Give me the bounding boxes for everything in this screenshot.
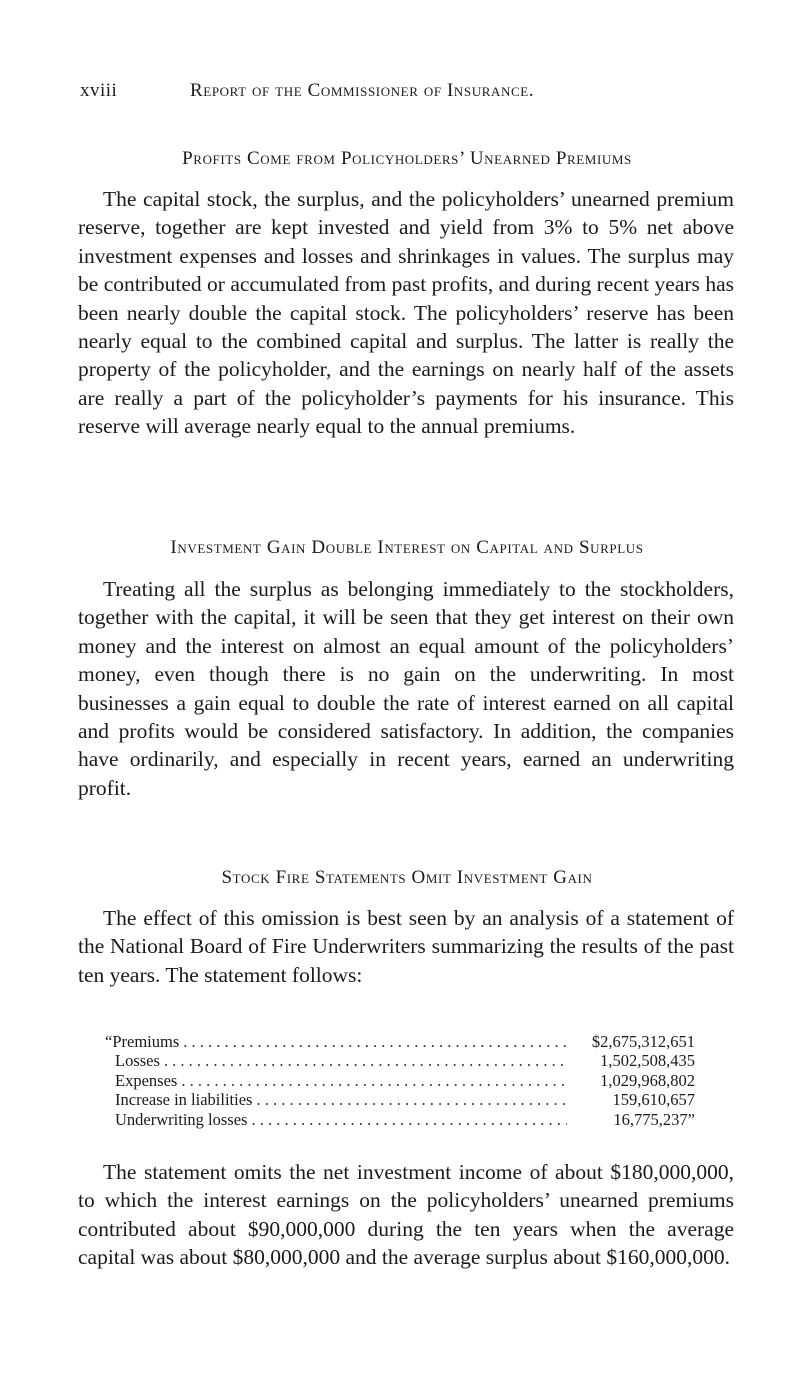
dot-leader — [181, 1071, 567, 1090]
paragraph-investment-gain-text: Treating all the surplus as belonging immediately to the stockholders, together with the capital, it will be seen that they get interest on their own money and the interest on almost an equal amount of the policyholders’ money, even though there is no gain on the underwriting. In most businesses a gain equal to double the rate of interest earned on all capital and profits would be considered satisfactory. In addition, the companies have ordinarily, and especially in recent years, earned an underwriting profit. — [78, 577, 734, 800]
dot-leader — [183, 1032, 567, 1051]
paragraph-closing — [78, 1158, 734, 1272]
paragraph-stock-fire — [78, 904, 734, 989]
dot-leader — [256, 1090, 567, 1109]
statement-label: Losses — [115, 1051, 160, 1071]
paragraph-profits-text: The capital stock, the surplus, and the policyholders’ unearned premium reserve, together are kept invested and yield from 3% to 5% net above investment expenses and losses and shrinkages in values. The surplus may be contributed or accumulated from past profits, and during recent years has been nearly double the capital stock. The policyholders’ reserve has been nearly equal to the combined capital and surplus. The latter is really the property of the policyholder, and the earnings on nearly half of the assets are really a part of the policyholder’s payments for his insurance. This reserve will average nearly equal to the annual premiums. — [78, 187, 734, 439]
paragraph-profits — [78, 185, 734, 441]
statement-value: 16,775,237” — [613, 1109, 695, 1129]
statement-table — [105, 1032, 695, 1129]
dot-leader — [164, 1051, 567, 1070]
statement-label: “Premiums — [105, 1032, 180, 1051]
section-heading-investment-gain: Investment Gain Double Interest on Capital and Surplus — [170, 537, 644, 558]
page-number: xviii — [80, 80, 118, 101]
section-heading-stock-fire: Stock Fire Statements Omit Investment Gain — [221, 867, 593, 888]
statement-value: $2,675,312,651 — [591, 1032, 695, 1051]
statement-value: 1,029,968,802 — [600, 1070, 695, 1090]
statement-label: Underwriting losses — [115, 1109, 248, 1129]
statement-row — [105, 1110, 695, 1129]
statement-row — [105, 1071, 695, 1090]
statement-row — [105, 1051, 695, 1070]
statement-value: 159,610,657 — [612, 1090, 695, 1110]
paragraph-investment-gain — [78, 575, 734, 802]
dot-leader — [251, 1110, 567, 1129]
paragraph-stock-fire-text: The effect of this omission is best seen by an analysis of a statement of the National Board of Fire Underwriters summarizing the results of the past ten years. The statement follows: — [78, 906, 734, 987]
section-heading-profits: Profits Come from Policyholders’ Unearned Premiums — [182, 148, 632, 169]
running-head — [80, 80, 670, 106]
paragraph-closing-text: The statement omits the net investment income of about $180,000,000, to which the interest earnings on the policyholders’ unearned premiums contributed about $90,000,000 during the ten years when the average capital was about $80,000,000 and the average surplus about $160,000,000. — [78, 1160, 734, 1270]
running-title: Report of the Commissioner of Insurance. — [190, 80, 535, 101]
statement-label: Expenses — [115, 1070, 178, 1090]
statement-label: Increase in liabilities — [115, 1090, 253, 1110]
statement-value: 1,502,508,435 — [600, 1051, 695, 1071]
statement-row — [105, 1090, 695, 1109]
statement-row — [105, 1032, 695, 1051]
